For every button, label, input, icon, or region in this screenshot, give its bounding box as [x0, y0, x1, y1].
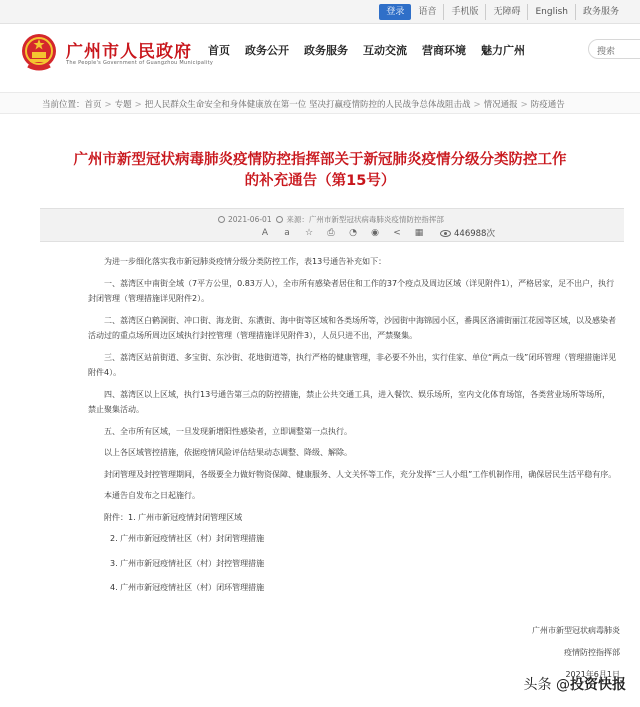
qr-code-icon[interactable]: ▦ [414, 228, 424, 238]
attachment-link-3[interactable]: 3. 广州市新冠疫情社区（村）封控管理措施 [110, 558, 265, 568]
nav-charm-gz[interactable]: 魅力广州 [481, 44, 525, 57]
attachment-link-2[interactable]: 2. 广州市新冠疫情社区（村）封闭管理措施 [110, 534, 265, 543]
view-count-value: 446988次 [454, 229, 495, 239]
voice-link[interactable]: 语音 [411, 4, 444, 20]
toutiao-watermark [524, 674, 626, 694]
top-utility-bar [0, 0, 640, 24]
breadcrumb-item-topic[interactable]: 专题 [114, 100, 132, 110]
source-icon [276, 216, 283, 223]
accessibility-link[interactable]: 无障碍 [486, 4, 528, 20]
signature-org: 广州市新型冠状病毒肺炎 [532, 626, 620, 635]
breadcrumb-item-home[interactable]: 首页 [84, 100, 102, 110]
search-label: 搜索 [597, 47, 616, 57]
nav-interaction[interactable]: 互动交流 [363, 44, 407, 57]
search-input[interactable] [588, 39, 640, 59]
article-paragraph: 封闭管理及封控管理期间，各级要全力做好物资保障、健康服务、人文关怀等工作，充分发挥“三人小组”工作机制作用，确保居民生活平稳有序。 [104, 469, 617, 479]
main-nav [208, 42, 525, 58]
article-paragraph: 以上各区域管控措施，依据疫情风险评估结果动态调整、降级、解除。 [104, 448, 352, 457]
article-paragraph: 三、荔湾区站前街道、多宝街、东沙街、花地街道等，执行严格的健康管理，非必要不外出，实行佳家、单位“两点一线”闭环管理（管理措施详见附件4）。 [88, 352, 617, 377]
site-title[interactable]: 广州市人民政府 [66, 42, 192, 62]
attachment-link-4[interactable]: 4. 广州市新冠疫情社区（村）闭环管理措施 [110, 583, 265, 592]
share-toolbar [260, 227, 495, 239]
site-header [0, 24, 640, 80]
signature-date: 2021年6月1日 [565, 670, 620, 679]
article-date: 2021-06-01 [228, 215, 272, 224]
nav-home[interactable]: 首页 [208, 44, 230, 57]
watermark-prefix: 头条 @ [523, 677, 570, 693]
nav-business[interactable]: 营商环境 [422, 44, 466, 57]
article-source: 来源：广州市新型冠状病毒肺炎疫情防控指挥部 [286, 215, 444, 224]
attachment-list [88, 510, 618, 526]
gov-service-link[interactable]: 政务服务 [582, 7, 619, 17]
breadcrumb-item-report[interactable]: 情况通报 [483, 100, 518, 110]
breadcrumb-sep: > [520, 100, 528, 110]
attachments-label: 附件： [104, 512, 128, 522]
article-paragraph: 本通告自发布之日起施行。 [104, 491, 200, 500]
attachment-link-1[interactable]: 1. 广州市新冠疫情封闭管理区域 [128, 512, 243, 522]
breadcrumb-sep: > [473, 100, 481, 110]
font-large-icon[interactable]: A [261, 228, 269, 238]
article-title-line2: 的补充通告（第15号） [244, 173, 396, 189]
breadcrumb-sep: > [134, 100, 142, 110]
english-link[interactable]: English [528, 4, 576, 20]
article-body [88, 254, 618, 605]
breadcrumb-sep: > [104, 100, 112, 110]
article-paragraph: 为进一步细化落实我市新冠肺炎疫情分级分类防控工作，表13号通告补充如下： [104, 257, 387, 266]
breadcrumb-item-special[interactable]: 把人民群众生命安全和身体健康放在第一位 坚决打赢疫情防控的人民战争总体战阻击战 [144, 100, 471, 110]
article-meta-bar [40, 208, 624, 242]
login-link[interactable]: 登录 [379, 4, 411, 20]
wechat-icon[interactable]: ◔ [349, 228, 357, 238]
article-paragraph: 二、荔湾区白鹤洞街、冲口街、海龙街、东漖街、海中街等区域和各类场所等，沙园街中海锦园小区，番禺区洛浦街丽江花园等区域，以及感染者活动过的重点场所周边区域执行封控管理（管理措施详见附件3），人员只进不出，严禁聚集。 [88, 315, 616, 340]
print-icon[interactable]: ⎙ [327, 228, 335, 238]
view-count [440, 227, 495, 239]
article-paragraph: 一、荔湾区中南街全域（7平方公里，0.83万人），全市所有感染者居住和工作的37个疫点及周边区域（详见附件1），严格居家，足不出户，执行封闭管理（管理措施详见附件2）。 [88, 278, 615, 303]
signature-org2: 疫情防控指挥部 [564, 648, 620, 657]
article-paragraph: 五、全市所有区域，一旦发现新增阳性感染者，立即调整第一点执行。 [104, 426, 352, 436]
clock-icon [218, 216, 225, 223]
weibo-icon[interactable]: ◉ [371, 228, 379, 238]
article-meta [218, 214, 444, 225]
nav-gov-service[interactable]: 政务服务 [304, 44, 348, 57]
article-title-line1: 广州市新型冠状病毒肺炎疫情防控指挥部关于新冠肺炎疫情分级分类防控工作 [73, 152, 567, 168]
topbar-links [379, 4, 626, 20]
star-icon[interactable]: ☆ [304, 228, 314, 238]
article-paragraph: 四、荔湾区以上区域，执行13号通告第三点的防控措施，禁止公共交通工具，进入餐饮、娱乐场所，室内文化体育场馆，各类营业场所等场所，禁止聚集活动。 [88, 389, 611, 414]
article-title [40, 150, 600, 192]
font-small-icon[interactable]: a [284, 228, 290, 238]
breadcrumb-bar [0, 92, 640, 114]
eye-icon [440, 230, 451, 237]
national-emblem-icon[interactable] [20, 32, 58, 72]
breadcrumb [42, 98, 565, 110]
mobile-link[interactable]: 手机版 [444, 4, 486, 20]
breadcrumb-item-notice[interactable]: 防疫通告 [530, 100, 565, 110]
breadcrumb-label: 当前位置： [42, 100, 85, 110]
watermark-name: 投资快报 [570, 677, 626, 693]
site-subtitle: The People's Government of Guangzhou Municipality [66, 60, 214, 66]
nav-gov-open[interactable]: 政务公开 [245, 44, 289, 57]
share-icon[interactable]: < [393, 228, 401, 238]
